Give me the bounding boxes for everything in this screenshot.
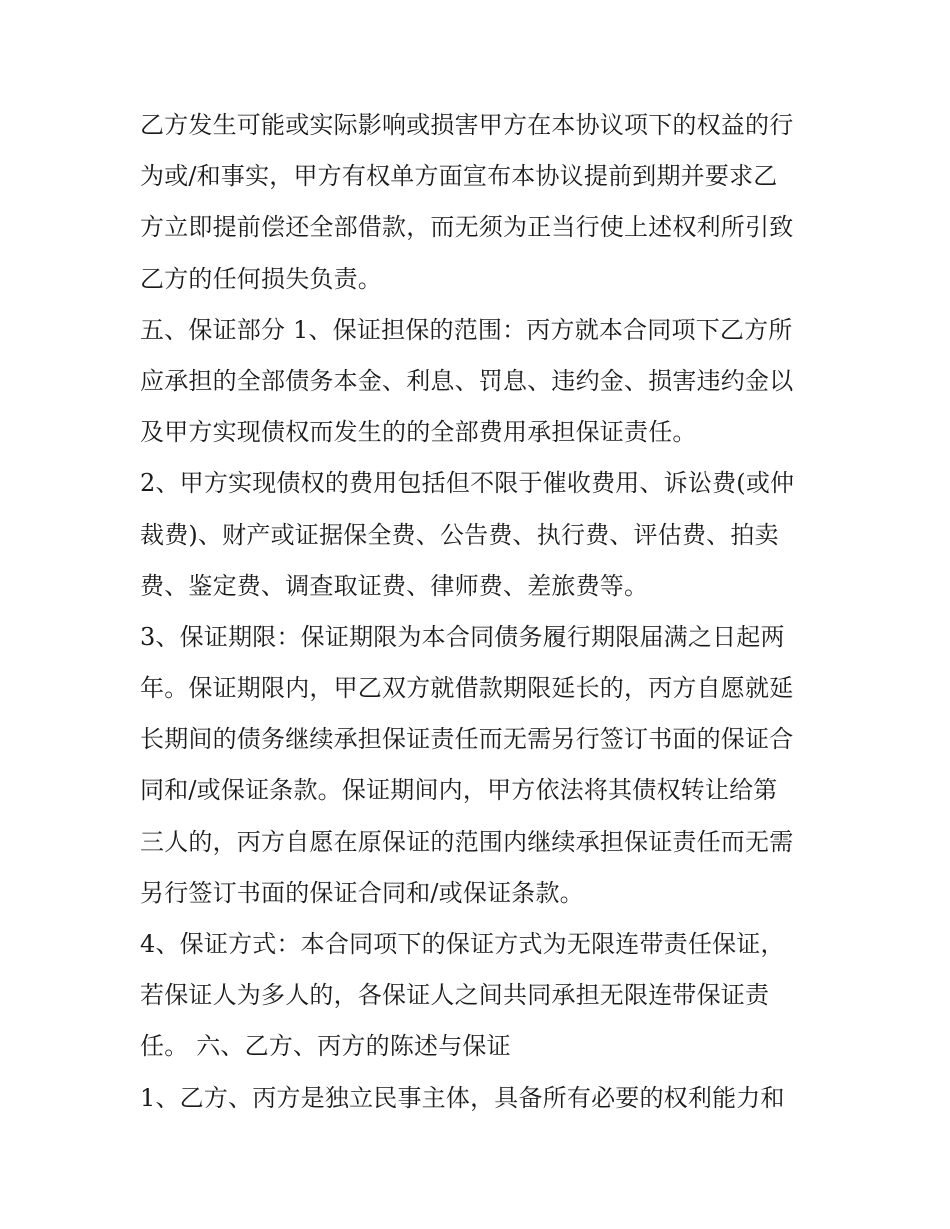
text-line: 另行签订书面的保证合同和/或保证条款。 — [140, 878, 584, 907]
text-line: 应承担的全部债务本金、利息、罚息、违约金、损害违约金以 — [140, 366, 794, 395]
text-line: 同和/或保证条款。保证期间内，甲方依法将其债权转让给第 — [140, 776, 778, 805]
document-body — [140, 100, 830, 1124]
text-line: 2、甲方实现债权的费用包括但不限于催收费用、诉讼费(或仲 — [140, 469, 795, 498]
text-line: 若保证人为多人的，各保证人之间共同承担无限连带保证责 — [140, 981, 770, 1010]
text-line: 4、保证方式：本合同项下的保证方式为无限连带责任保证， — [140, 930, 785, 958]
text-line: 1、乙方、丙方是独立民事主体，具备所有必要的权利能力和 — [140, 1083, 785, 1112]
text-line: 三人的，丙方自愿在原保证的范围内继续承担保证责任而无需 — [140, 827, 794, 856]
text-line: 3、保证期限：保证期限为本合同债务履行期限届满之日起两 — [140, 622, 785, 651]
text-line: 五、保证部分 1、保证担保的范围：丙方就本合同项下乙方所 — [140, 315, 793, 344]
text-line: 方立即提前偿还全部借款，而无须为正当行使上述权利所引致 — [140, 213, 794, 242]
text-line: 长期间的债务继续承担保证责任而无需另行签订书面的保证合 — [140, 725, 794, 754]
text-line: 年。保证期限内，甲乙双方就借款期限延长的，丙方自愿就延 — [140, 674, 794, 703]
text-line: 及甲方实现债权而发生的的全部费用承担保证责任。 — [140, 418, 697, 447]
text-line: 为或/和事实，甲方有权单方面宣布本协议提前到期并要求乙 — [140, 162, 778, 191]
text-line: 任。 六、乙方、丙方的陈述与保证 — [140, 1032, 511, 1061]
text-line: 乙方发生可能或实际影响或损害甲方在本协议项下的权益的行 — [140, 111, 794, 139]
text-line: 费、鉴定费、调查取证费、律师费、差旅费等。 — [140, 571, 649, 600]
text-line: 裁费)、财产或证据保全费、公告费、执行费、评估费、拍卖 — [140, 520, 779, 549]
text-line: 乙方的任何损失负责。 — [140, 264, 382, 293]
